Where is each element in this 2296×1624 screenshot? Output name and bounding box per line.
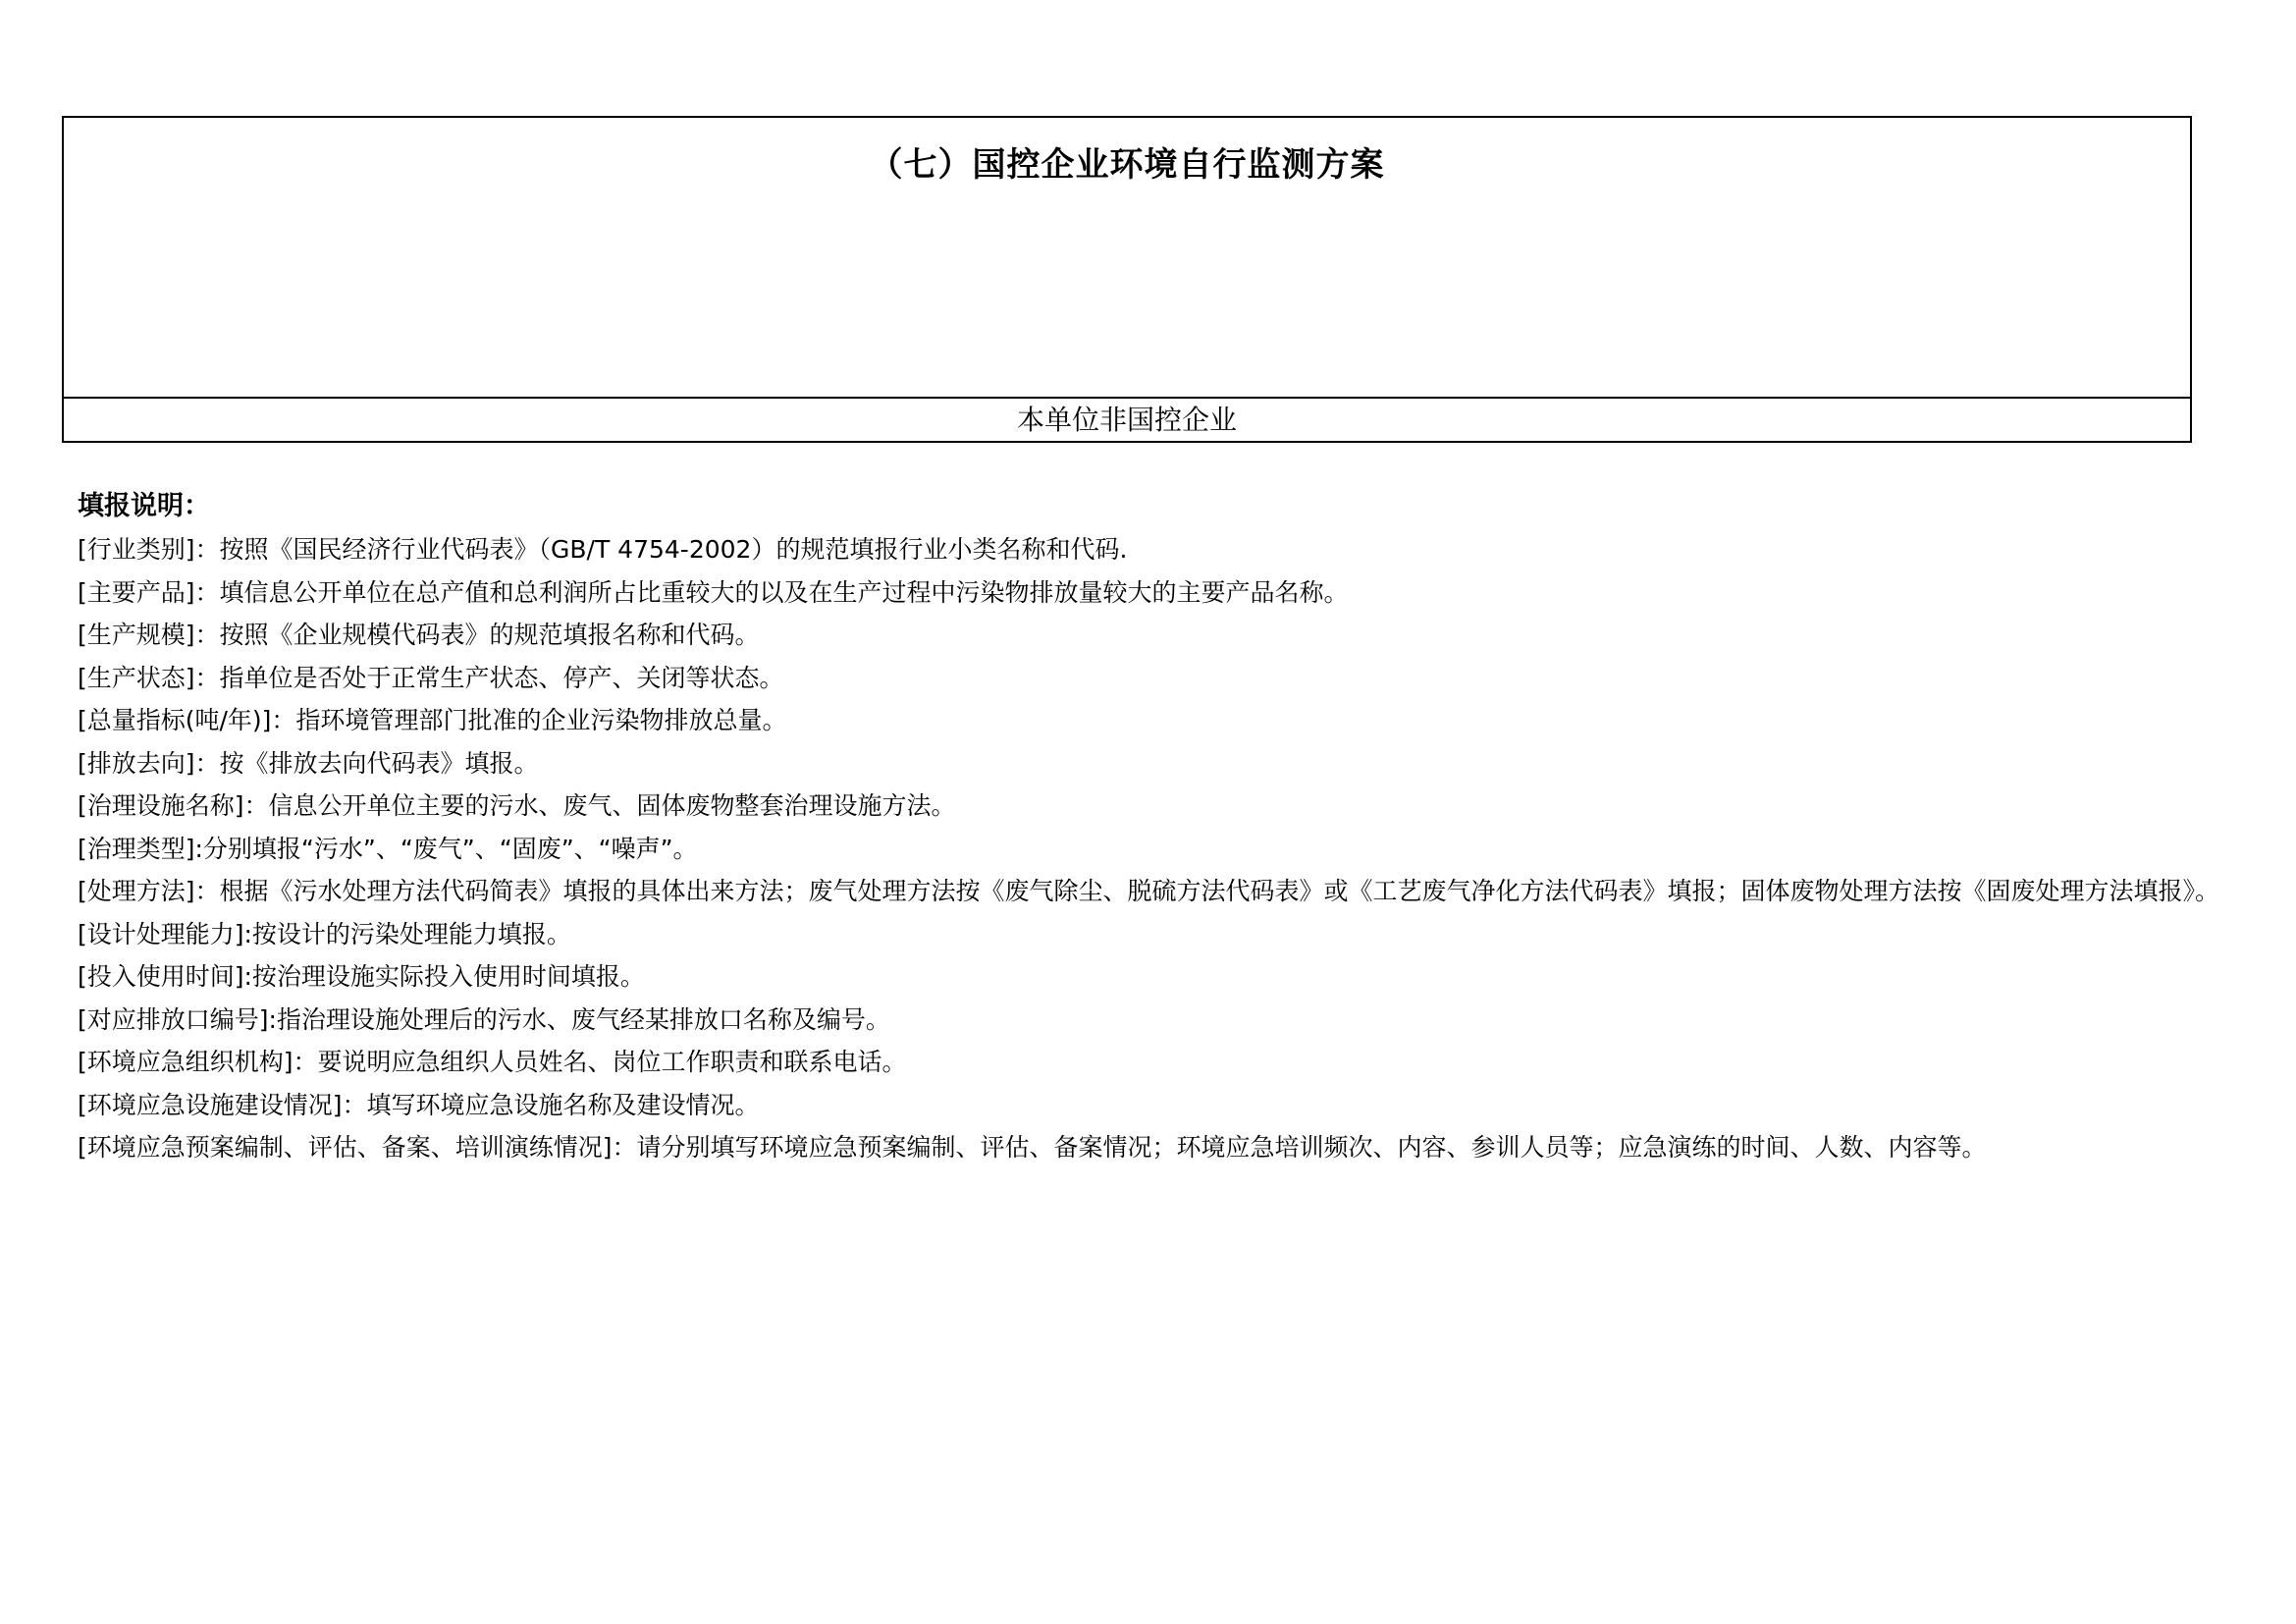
page-title: （七）国控企业环境自行监测方案 bbox=[869, 145, 1385, 185]
instruction-item-emergency-facilities: [环境应急设施建设情况]：填写环境应急设施名称及建设情况。 bbox=[78, 1090, 760, 1119]
instruction-item-treatment-type: [治理类型]:分别填报“污水”、“废气”、“固废”、“噪声”。 bbox=[78, 834, 698, 863]
plan-table bbox=[62, 116, 2192, 443]
instruction-item-design-capacity: [设计处理能力]:按设计的污染处理能力填报。 bbox=[78, 919, 571, 948]
instruction-item-treatment-method: [处理方法]：根据《污水处理方法代码简表》填报的具体出来方法；废气处理方法按《废气除尘、脱硫方法代码表》或《工艺废气净化方法代码表》填报；固体废物处理方法按《固废处理方法填报》。 bbox=[78, 877, 2220, 905]
filling-instructions bbox=[78, 485, 2237, 1169]
instruction-item-production-scale: [生产规模]：按照《企业规模代码表》的规范填报名称和代码。 bbox=[78, 621, 760, 649]
instruction-item-emergency-plan: [环境应急预案编制、评估、备案、培训演练情况]：请分别填写环境应急预案编制、评估、备案情况；环境应急培训频次、内容、参训人员等；应急演练的时间、人数、内容等。 bbox=[78, 1133, 1987, 1162]
instruction-item-facility-name: [治理设施名称]：信息公开单位主要的污水、废气、固体废物整套治理设施方法。 bbox=[78, 791, 956, 820]
instruction-item-production-status: [生产状态]：指单位是否处于正常生产状态、停产、关闭等状态。 bbox=[78, 663, 784, 692]
instructions-heading: 填报说明： bbox=[78, 491, 210, 521]
instruction-item-outlet-number: [对应排放口编号]:指治理设施处理后的污水、废气经某排放口名称及编号。 bbox=[78, 1004, 890, 1034]
instruction-item-total-quota: [总量指标(吨/年)]：指环境管理部门批准的企业污染物排放总量。 bbox=[78, 706, 787, 734]
instruction-item-emergency-org: [环境应急组织机构]：要说明应急组织人员姓名、岗位工作职责和联系电话。 bbox=[78, 1048, 907, 1076]
instruction-item-main-products: [主要产品]：填信息公开单位在总产值和总利润所占比重较大的以及在生产过程中污染物排放量较大的主要产品名称。 bbox=[78, 577, 1349, 607]
instruction-item-industry: [行业类别]：按照《国民经济行业代码表》（GB/T 4754-2002）的规范填报行业小类名称和代码. bbox=[78, 535, 1128, 564]
status-cell: 本单位非国控企业 bbox=[1016, 404, 1237, 436]
title-cell bbox=[64, 118, 2190, 399]
instruction-item-discharge-destination: [排放去向]：按《排放去向代码表》填报。 bbox=[78, 748, 539, 778]
instruction-item-commission-time: [投入使用时间]:按治理设施实际投入使用时间填报。 bbox=[78, 962, 645, 991]
